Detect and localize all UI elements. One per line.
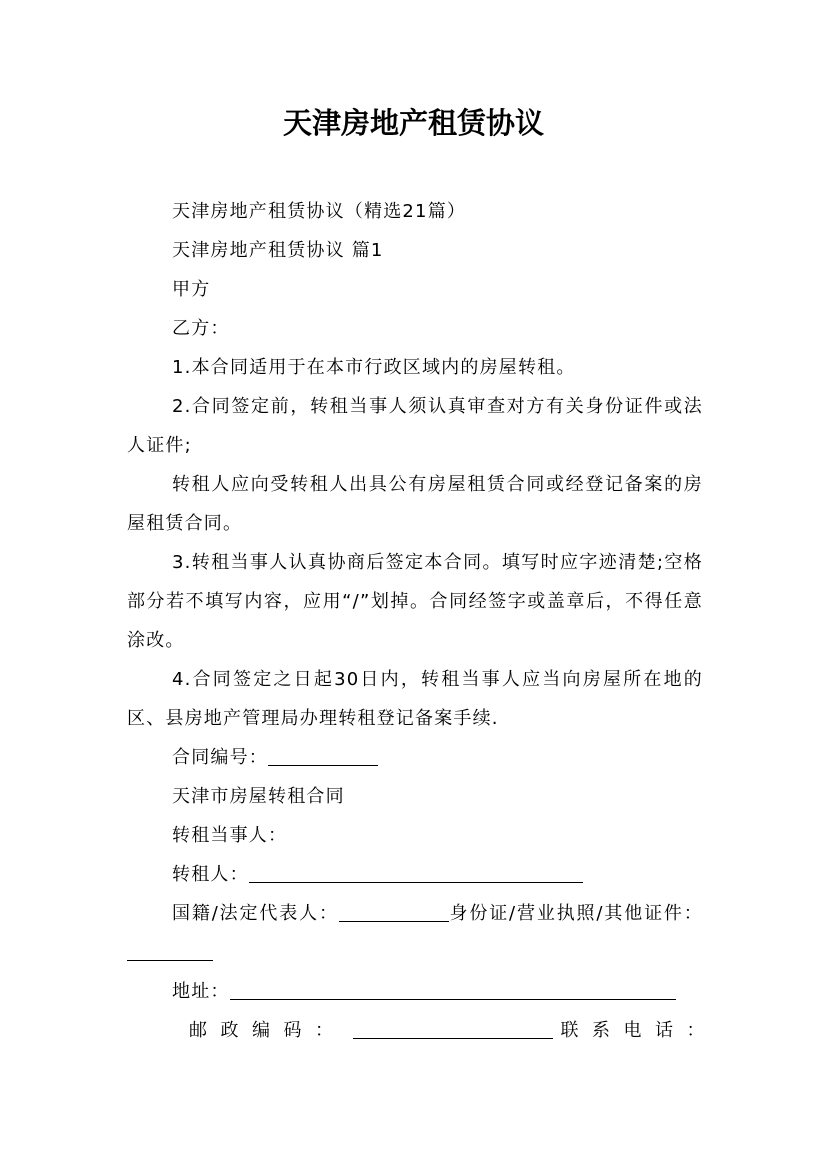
document-body	[127, 192, 718, 1050]
sublessor-blank	[249, 860, 583, 883]
paragraph-clause-1: 1.本合同适用于在本市行政区域内的房屋转租。	[172, 357, 576, 378]
contract-number-line	[127, 738, 703, 777]
address-line	[127, 972, 703, 1011]
id-document-blank	[127, 938, 213, 961]
postcode-blank	[353, 1016, 553, 1039]
paragraph-party-a: 甲方	[172, 279, 211, 300]
nationality-line	[127, 894, 703, 972]
contract-title-line: 天津市房屋转租合同	[172, 786, 345, 807]
sublessor-label: 转租人：	[172, 864, 249, 885]
postcode-label: 邮政编码：	[189, 1020, 347, 1041]
document-title: 天津房地产租赁协议	[282, 106, 544, 140]
id-document-label: 身份证/营业执照/其他证件：	[448, 903, 703, 924]
contract-number-label: 合同编号：	[172, 747, 268, 768]
paragraph-clause-3: 3.转租当事人认真协商后签定本合同。填写时应字迹清楚;空格部分若不填写内容，应用“/”划掉。合同经签字或盖章后，不得任意涂改。	[127, 552, 703, 651]
contract-number-blank	[268, 743, 378, 766]
postcode-phone-line	[127, 1011, 718, 1050]
sublessor-line	[127, 855, 703, 894]
paragraph-party-b: 乙方：	[172, 318, 230, 339]
parties-line: 转租当事人：	[172, 825, 288, 846]
paragraph-clause-2: 2.合同签定前，转租当事人须认真审查对方有关身份证件或法人证件;	[127, 396, 703, 456]
nationality-blank	[339, 899, 449, 922]
paragraph-clause-4: 4.合同签定之日起30日内，转租当事人应当向房屋所在地的区、县房地产管理局办理转租登记备案手续.	[127, 669, 703, 729]
address-blank	[230, 977, 676, 1000]
paragraph-article-heading: 天津房地产租赁协议 篇1	[172, 240, 384, 261]
address-label: 地址：	[172, 981, 230, 1002]
nationality-label: 国籍/法定代表人：	[172, 903, 339, 924]
paragraph-selection-note: 天津房地产租赁协议（精选21篇）	[172, 201, 467, 222]
phone-label: 联系电话：	[560, 1020, 718, 1041]
paragraph-clause-2-note: 转租人应向受转租人出具公有房屋租赁合同或经登记备案的房屋租赁合同。	[127, 474, 703, 534]
